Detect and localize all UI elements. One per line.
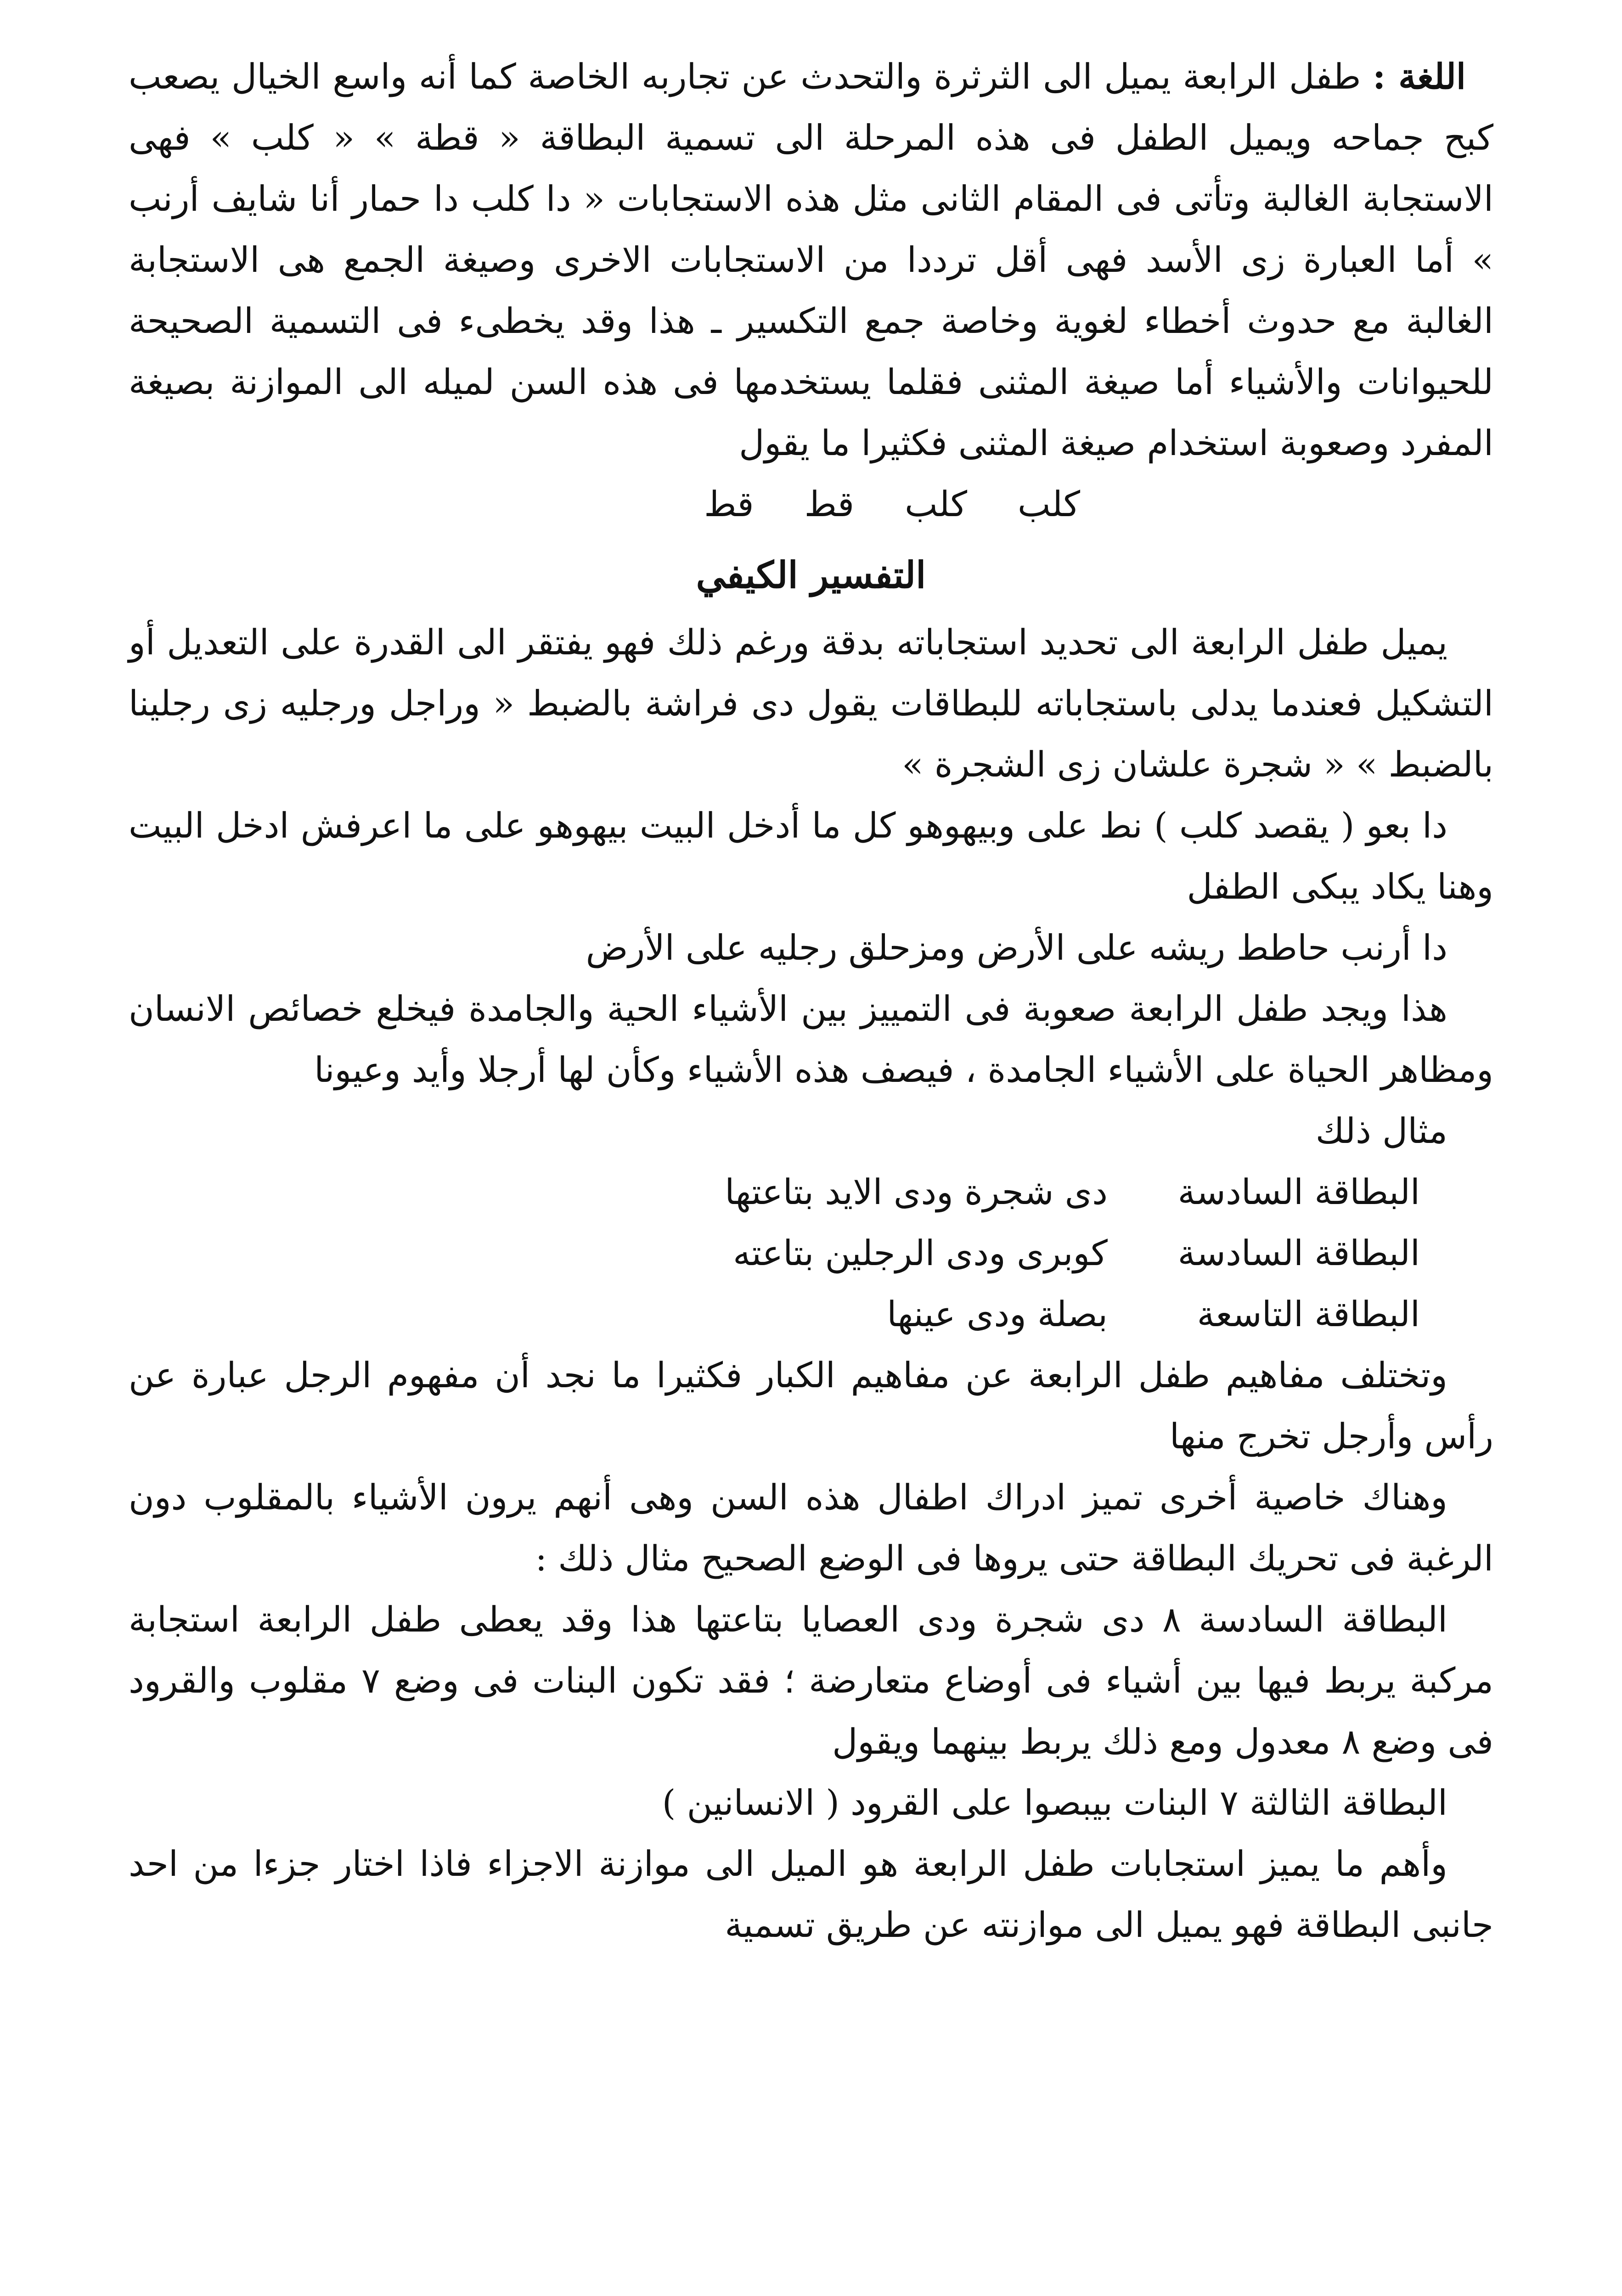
paragraph-6: وتختلف مفاهيم طفل الرابعة عن مفاهيم الكبار فكثيرا ما نجد أن مفهوم الرجل عبارة عن رأس وأرجل تخرج منها [129, 1355, 1493, 1457]
card-label: البطاقة السادسة [1177, 1171, 1420, 1212]
section-heading: التفسير الكيفي [696, 553, 926, 597]
paragraph-9: البطاقة الثالثة ٧ البنات بيبصوا على القرود ( الانسانين ) [662, 1782, 1447, 1823]
paragraph-8: البطاقة السادسة ٨ دى شجرة ودى العصايا بتاعتها هذا وقد يعطى طفل الرابعة استجابة مركبة يربط فيها بين أشياء فى أوضاع متعارضة ؛ فقد تكون البنات فى وضع ٧ مقلوب والقرود فى وضع ٨ معدول ومع ذلك يربط بينهما ويقول [129, 1599, 1493, 1762]
example-word: كلب [1018, 484, 1080, 524]
card-response: بصلة ودى عينها [887, 1294, 1108, 1334]
card-response: دى شجرة ودى الايد بتاعتها [725, 1171, 1108, 1212]
paragraph-10: وأهم ما يميز استجابات طفل الرابعة هو الميل الى موازنة الاجزاء فاذا اختار جزءا من احد جانبى البطاقة فهو يميل الى موازنته عن طريق تسمية [129, 1843, 1493, 1945]
card-label: البطاقة السادسة [1177, 1232, 1420, 1273]
example-words [129, 473, 1493, 535]
paragraph-4: هذا ويجد طفل الرابعة صعوبة فى التمييز بين الأشياء الحية والجامدة فيخلع خصائص الانسان ومظاهر الحياة على الأشياء الجامدة ، فيصف هذه الأشياء وكأن لها أرجلا وأيد وعيونا [129, 988, 1493, 1090]
example-word: قط [704, 484, 754, 524]
card-example-row [129, 1283, 1493, 1345]
paragraph-2: دا بعو ( يقصد كلب ) نط على وبيهوهو كل ما أدخل البيت بيهوهو على ما اعرفش ادخل البيت وهنا يكاد يبكى الطفل [129, 805, 1493, 907]
language-text: طفل الرابعة يميل الى الثرثرة والتحدث عن تجاربه الخاصة كما أنه واسع الخيال يصعب كبح جماحه ويميل الطفل فى هذه المرحلة الى تسمية البطاقة « قطة » « كلب » فهى الاستجابة الغالبة وتأتى فى المقام الثانى مثل هذه الاستجابات « دا كلب دا حمار أنا شايف أرنب » أما العبارة زى الأسد فهى أقل ترددا من الاستجابات الاخرى وصيغة الجمع هى الاستجابة الغالبة مع حدوث أخطاء لغوية وخاصة جمع التكسير ـ هذا وقد يخطىء فى التسمية الصحيحة للحيوانات والأشياء أما صيغة المثنى فقلما يستخدمها فى هذه السن لميله الى الموازنة بصيغة المفرد وصعوبة استخدام صيغة المثنى فكثيرا ما يقول [129, 56, 1493, 463]
card-example-row [129, 1161, 1493, 1222]
language-lead: اللغة : [1373, 56, 1466, 97]
paragraph-3: دا أرنب حاطط ريشه على الأرض ومزحلق رجليه على الأرض [586, 927, 1447, 968]
card-example-row [129, 1222, 1493, 1283]
example-word: قط [804, 484, 855, 524]
paragraph-7: وهناك خاصية أخرى تميز ادراك اطفال هذه السن وهى أنهم يرون الأشياء بالمقلوب دون الرغبة فى تحريك البطاقة حتى يروها فى الوضع الصحيح مثال ذلك : [129, 1477, 1493, 1579]
paragraph-5: مثال ذلك [1315, 1110, 1447, 1151]
card-response: كوبرى ودى الرجلين بتاعته [733, 1232, 1108, 1273]
card-label: البطاقة التاسعة [1197, 1294, 1420, 1334]
example-word: كلب [905, 484, 968, 524]
paragraph-1: يميل طفل الرابعة الى تحديد استجاباته بدقة ورغم ذلك فهو يفتقر الى القدرة على التعديل أو التشكيل فعندما يدلى باستجاباته للبطاقات يقول دى فراشة بالضبط « وراجل ورجليه زى رجلينا بالضبط » « شجرة علشان زى الشجرة » [129, 622, 1493, 785]
language-paragraph [129, 46, 1493, 473]
